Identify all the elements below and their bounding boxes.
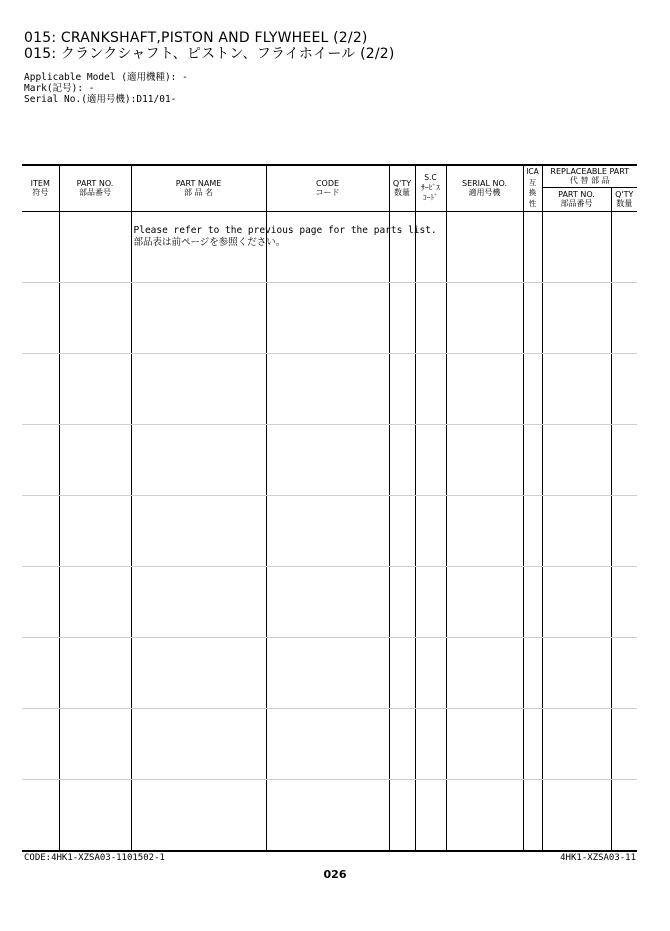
table-row — [22, 495, 637, 566]
col-serial-no: SERIAL NO. 適用号機 — [446, 165, 523, 211]
table-row — [22, 779, 637, 851]
table-header-row-1 — [22, 165, 637, 187]
col-item: ITEM 符号 — [22, 165, 59, 211]
table-row — [22, 424, 637, 495]
table-row — [22, 708, 637, 779]
page-number: 026 — [323, 868, 347, 881]
col-qty: Q'TY 数量 — [389, 165, 415, 211]
col-replaceable-qty: Q'TY 数量 — [611, 187, 637, 211]
table-row — [22, 211, 637, 282]
col-code: CODE コード — [266, 165, 389, 211]
col-service-code: S.C ｻｰﾋﾞｽ ｺｰﾄﾞ — [415, 165, 446, 211]
serial-number: Serial No.(適用号機):D11/01- — [24, 94, 177, 105]
col-replaceable-part: REPLACEABLE PART 代 替 部 品 — [542, 165, 637, 187]
document-code: CODE:4HK1-XZSA03-1101502-1 — [24, 853, 165, 863]
page-title-en: 015: CRANKSHAFT,PISTON AND FLYWHEEL (2/2) — [24, 30, 368, 46]
table-row — [22, 282, 637, 353]
col-part-name: PART NAME 部 品 名 — [131, 165, 266, 211]
table-row — [22, 353, 637, 424]
note-en: Please refer to the previous page for the parts list. — [133, 224, 437, 236]
parts-table — [22, 164, 637, 852]
col-replaceable-part-no: PART NO. 部品番号 — [542, 187, 611, 211]
applicable-model: Applicable Model (適用機種): - — [24, 72, 188, 83]
note-ja: 部品表は前ページを参照ください。 — [133, 236, 286, 248]
col-interchangeability: ICA 互 換 性 — [523, 165, 542, 211]
page-title-ja: 015: クランクシャフト、ピストン、フライホイール (2/2) — [24, 46, 395, 62]
table-row — [22, 637, 637, 708]
document-code-short: 4HK1-XZSA03-11 — [560, 853, 636, 863]
mark: Mark(記号): - — [24, 83, 95, 94]
table-row — [22, 566, 637, 637]
col-part-no: PART NO. 部品番号 — [59, 165, 131, 211]
